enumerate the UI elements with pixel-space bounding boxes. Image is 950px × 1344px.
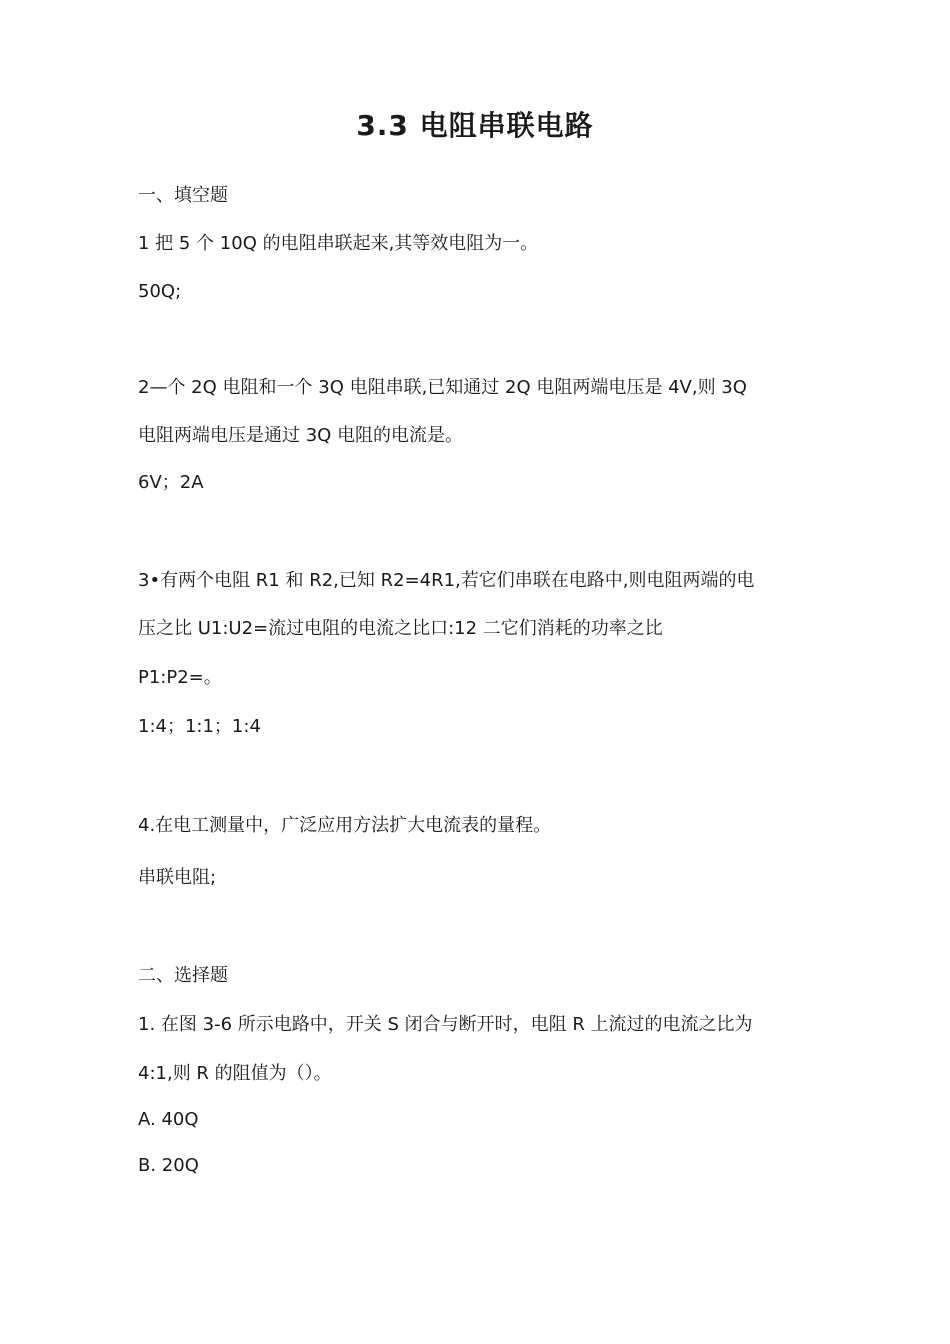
choice-option-a: A. 40Q <box>138 1109 199 1130</box>
question-3-text-line-3: P1:P2=。 <box>138 667 222 688</box>
choice-question-1-text-line-2: 4:1,则 R 的阻值为（）。 <box>138 1063 332 1084</box>
choice-option-b: B. 20Q <box>138 1155 199 1176</box>
choice-question-1-text-line-1: 1. 在图 3-6 所示电路中，开关 S 闭合与断开时，电阻 R 上流过的电流之比为 <box>138 1014 753 1035</box>
section-heading-fill-in: 一、填空题 <box>138 185 228 206</box>
question-4-text: 4.在电工测量中，广泛应用方法扩大电流表的量程。 <box>138 815 552 836</box>
section-heading-multiple-choice: 二、选择题 <box>138 965 228 986</box>
question-3-text-line-2: 压之比 U1:U2=流过电阻的电流之比口:12 二它们消耗的功率之比 <box>138 618 663 639</box>
question-4-answer: 串联电阻; <box>138 867 217 888</box>
question-3-text-line-1: 3•有两个电阻 R1 和 R2,已知 R2=4R1,若它们串联在电路中,则电阻两端的电 <box>138 570 755 591</box>
question-2-text-line-1: 2—个 2Q 电阻和一个 3Q 电阻串联,已知通过 2Q 电阻两端电压是 4V,则 3Q <box>138 377 747 398</box>
question-2-text-line-2: 电阻两端电压是通过 3Q 电阻的电流是。 <box>138 425 464 446</box>
question-2-answer: 6V；2A <box>138 472 204 493</box>
question-1-answer: 50Q; <box>138 281 182 302</box>
document-title: 3.3 电阻串联电路 <box>356 109 594 142</box>
question-3-answer: 1:4；1:1；1:4 <box>138 716 261 737</box>
question-1-text: 1 把 5 个 10Q 的电阻串联起来,其等效电阻为一。 <box>138 233 539 254</box>
